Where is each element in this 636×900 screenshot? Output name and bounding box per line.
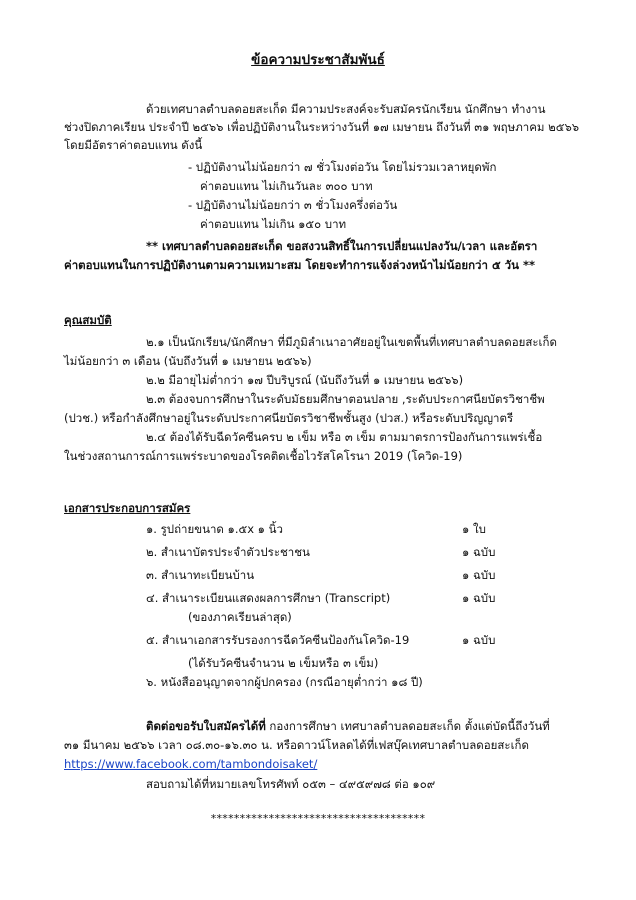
page-title bbox=[0, 48, 636, 70]
intro-line-1: ด้วยเทศบาลตำบลดอยสะเก็ด มีความประสงค์จะรับสมัครนักเรียน นักศึกษา ทำงาน bbox=[146, 102, 546, 116]
facebook-link[interactable]: https://www.facebook.com/tambondoisaket/ bbox=[64, 757, 318, 771]
contact-phone: สอบถามได้ที่หมายเลขโทรศัพท์ ๐๕๓ – ๔๙๕๙๗๘ ต่อ ๑๐๙ bbox=[146, 777, 436, 791]
intro-line-3: โดยมีอัตราค่าตอบแทน ดังนี้ bbox=[64, 138, 203, 152]
rate-1-pay: ค่าตอบแทน ไม่เกินวันละ ๓๐๐ บาท bbox=[200, 179, 373, 193]
document-item-qty: ๑ ใบ bbox=[462, 522, 486, 536]
document-item-label: ๒. สำเนาบัตรประจำตัวประชาชน bbox=[146, 545, 310, 559]
document-item-note: (ของภาคเรียนล่าสุด) bbox=[188, 610, 292, 624]
document-item-label: ๖. หนังสืออนุญาตจากผู้ปกครอง (กรณีอายุต่ำกว่า ๑๘ ปี) bbox=[146, 675, 423, 689]
document-item-qty: ๑ ฉบับ bbox=[462, 633, 496, 647]
document-item-qty: ๑ ฉบับ bbox=[462, 591, 496, 605]
notice-line-2: ค่าตอบแทนในการปฏิบัติงานตามความเหมาะสม โดยจะทำการแจ้งล่วงหน้าไม่น้อยกว่า ๕ วัน ** bbox=[64, 258, 536, 272]
qualification-4b: ในช่วงสถานการณ์การแพร่ระบาดของโรคติดเชื้อไวรัสโคโรนา 2019 (โควิด-19) bbox=[64, 449, 463, 463]
rate-2-pay: ค่าตอบแทน ไม่เกิน ๑๕๐ บาท bbox=[200, 217, 347, 231]
document-item-qty: ๑ ฉบับ bbox=[462, 545, 496, 559]
document-item-label: ๕. สำเนาเอกสารรับรองการฉีดวัคซีนป้องกันโควิด-19 bbox=[146, 633, 410, 647]
page-title-text: ข้อความประชาสัมพันธ์ bbox=[251, 52, 385, 68]
document-item-label: ๔. สำเนาระเบียนแสดงผลการศึกษา (Transcript) bbox=[146, 591, 391, 605]
qualifications-heading: คุณสมบัติ bbox=[64, 313, 112, 327]
document-item-label: ๑. รูปถ่ายขนาด ๑.๕x ๑ นิ้ว bbox=[146, 522, 283, 536]
qualification-3b: (ปวช.) หรือกำลังศึกษาอยู่ในระดับประกาศนียบัตรวิชาชีพชั้นสูง (ปวส.) หรือระดับปริญญาตรี bbox=[64, 411, 514, 425]
contact-lead: ติดต่อขอรับใบสมัครได้ที่ bbox=[146, 719, 266, 733]
document-item-note: (ได้รับวัคซีนจำนวน ๒ เข็มหรือ ๓ เข็ม) bbox=[188, 656, 379, 670]
notice-line-1: ** เทศบาลตำบลดอยสะเก็ด ขอสงวนสิทธิ์ในการเปลี่ยนแปลงวัน/เวลา และอัตรา bbox=[146, 239, 538, 253]
qualification-1b: ไม่น้อยกว่า ๓ เดือน (นับถึงวันที่ ๑ เมษายน ๒๕๖๖) bbox=[64, 354, 312, 368]
qualification-1a: ๒.๑ เป็นนักเรียน/นักศึกษา ที่มีภูมิลำเนาอาศัยอยู่ในเขตพื้นที่เทศบาลตำบลดอยสะเก็ด bbox=[146, 335, 557, 349]
contact-line-2: ๓๑ มีนาคม ๒๕๖๖ เวลา ๐๘.๓๐-๑๖.๓๐ น. หรือดาวน์โหลดได้ที่เฟสบุ๊คเทศบาลตำบลดอยสะเก็ด bbox=[64, 738, 529, 752]
rate-1: - ปฏิบัติงานไม่น้อยกว่า ๗ ชั่วโมงต่อวัน โดยไม่รวมเวลาหยุดพัก bbox=[188, 160, 497, 174]
document-item-qty: ๑ ฉบับ bbox=[462, 568, 496, 582]
footer-separator: ************************************* bbox=[210, 812, 426, 825]
rate-2: - ปฏิบัติงานไม่น้อยกว่า ๓ ชั่วโมงครึ่งต่อวัน bbox=[188, 198, 398, 212]
intro-line-2: ช่วงปิดภาคเรียน ประจำปี ๒๕๖๖ เพื่อปฏิบัติงานในระหว่างวันที่ ๑๗ เมษายน ถึงวันที่ ๓๑ พฤษภาคม ๒๕๖๖ bbox=[64, 120, 580, 134]
documents-heading: เอกสารประกอบการสมัคร bbox=[64, 501, 191, 515]
qualification-3a: ๒.๓ ต้องจบการศึกษาในระดับมัธยมศึกษาตอนปลาย ,ระดับประกาศนียบัตรวิชาชีพ bbox=[146, 392, 545, 406]
qualification-4a: ๒.๔ ต้องได้รับฉีดวัคซีนครบ ๒ เข็ม หรือ ๓ เข็ม ตามมาตรการป้องกันการแพร่เชื้อ bbox=[146, 430, 543, 444]
document-item-label: ๓. สำเนาทะเบียนบ้าน bbox=[146, 568, 255, 582]
contact-line-1-rest: กองการศึกษา เทศบาลตำบลดอยสะเก็ด ตั้งแต่บัดนี้ถึงวันที่ bbox=[265, 719, 550, 733]
contact-line-1 bbox=[146, 718, 550, 734]
qualification-2: ๒.๒ มีอายุไม่ต่ำกว่า ๑๗ ปีบริบูรณ์ (นับถึงวันที่ ๑ เมษายน ๒๕๖๖) bbox=[146, 373, 464, 387]
